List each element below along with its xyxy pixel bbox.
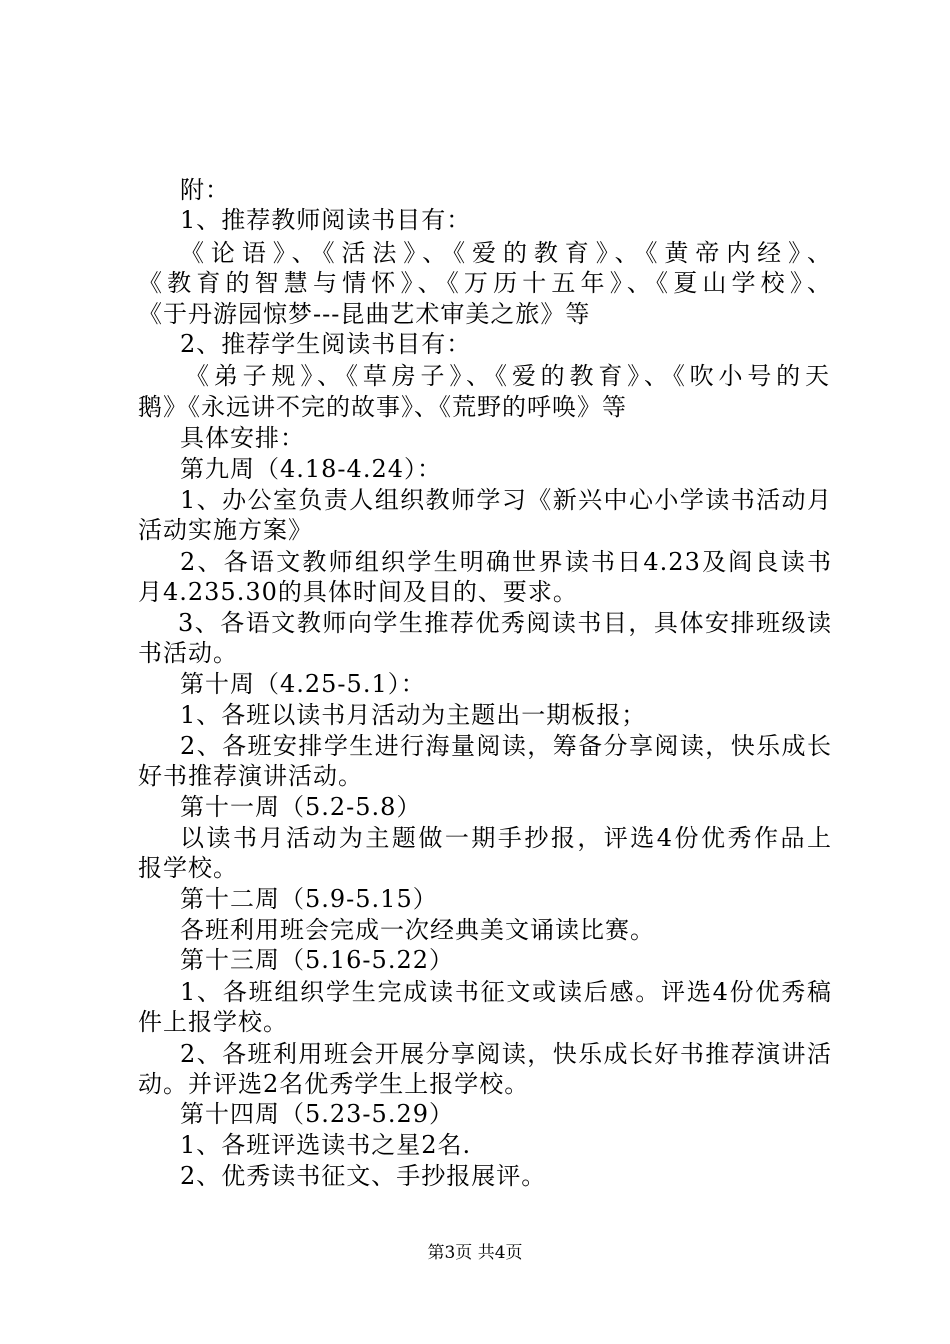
text-line-week11-heading: 第十一周（5.2-5.8） — [180, 793, 422, 821]
text-line-week10-heading: 第十周（4.25-5.1）： — [180, 670, 426, 698]
text-line-week13-heading: 第十三周（5.16-5.22） — [180, 946, 454, 974]
text-line-week13-item2-a: 2、各班利用班会开展分享阅读，快乐成长好书推荐演讲活 — [180, 1040, 832, 1068]
text-line-week12-heading: 第十二周（5.9-5.15） — [180, 885, 438, 913]
text-line-week9-item3-b: 书活动。 — [138, 639, 238, 667]
page-number-footer: 第3页 共4页 — [427, 1243, 523, 1263]
text-line-week9-heading: 第九周（4.18-4.24）： — [180, 455, 442, 483]
text-line-teacher-books-heading: 1、推荐教师阅读书目有： — [180, 206, 472, 234]
text-line-student-books-1: 《弟子规》、《草房子》、《爱的教育》、《吹小号的天 — [185, 362, 830, 390]
text-line-week9-item3-a: 3、各语文教师向学生推荐优秀阅读书目，具体安排班级读 — [178, 609, 832, 637]
text-line-schedule-heading: 具体安排： — [180, 424, 305, 452]
text-line-week13-item1-b: 件上报学校。 — [138, 1008, 288, 1036]
text-line-student-books-heading: 2、推荐学生阅读书目有： — [180, 330, 472, 358]
text-line-week9-item2-a: 2、各语文教师组织学生明确世界读书日4.23及阎良读书 — [180, 548, 832, 576]
text-line-teacher-books-3: 《于丹游园惊梦---昆曲艺术审美之旅》等 — [138, 300, 591, 328]
text-line-teacher-books-2: 《教育的智慧与情怀》、《万历十五年》、《夏山学校》、 — [138, 269, 832, 297]
text-line-week11-item-a: 以读书月活动为主题做一期手抄报，评选4份优秀作品上 — [180, 824, 832, 852]
text-line-week13-item2-b: 动。并评选2名优秀学生上报学校。 — [138, 1070, 530, 1098]
text-line-week14-item2: 2、优秀读书征文、手抄报展评。 — [180, 1162, 547, 1190]
text-line-week12-item: 各班利用班会完成一次经典美文诵读比赛。 — [180, 916, 655, 944]
text-line-week14-item1: 1、各班评选读书之星2名. — [180, 1131, 472, 1159]
text-line-week10-item2-a: 2、各班安排学生进行海量阅读，筹备分享阅读，快乐成长 — [180, 732, 832, 760]
text-line-attachment: 附： — [180, 176, 230, 204]
text-line-week13-item1-a: 1、各班组织学生完成读书征文或读后感。评选4份优秀稿 — [180, 978, 832, 1006]
text-line-week9-item1-b: 活动实施方案》 — [138, 516, 313, 544]
text-line-week9-item2-b: 月4.235.30的具体时间及目的、要求。 — [138, 578, 578, 606]
text-line-week11-item-b: 报学校。 — [138, 854, 238, 882]
text-line-week9-item1-a: 1、办公室负责人组织教师学习《新兴中心小学读书活动月 — [180, 486, 832, 514]
text-line-student-books-2: 鹅》《永远讲不完的故事》、《荒野的呼唤》等 — [138, 393, 627, 421]
text-line-week10-item2-b: 好书推荐演讲活动。 — [138, 762, 363, 790]
text-line-teacher-books-1: 《论语》、《活法》、《爱的教育》、《黄帝内经》、 — [180, 239, 832, 267]
text-line-week10-item1: 1、各班以读书月活动为主题出一期板报； — [180, 701, 647, 729]
text-line-week14-heading: 第十四周（5.23-5.29） — [180, 1100, 454, 1128]
